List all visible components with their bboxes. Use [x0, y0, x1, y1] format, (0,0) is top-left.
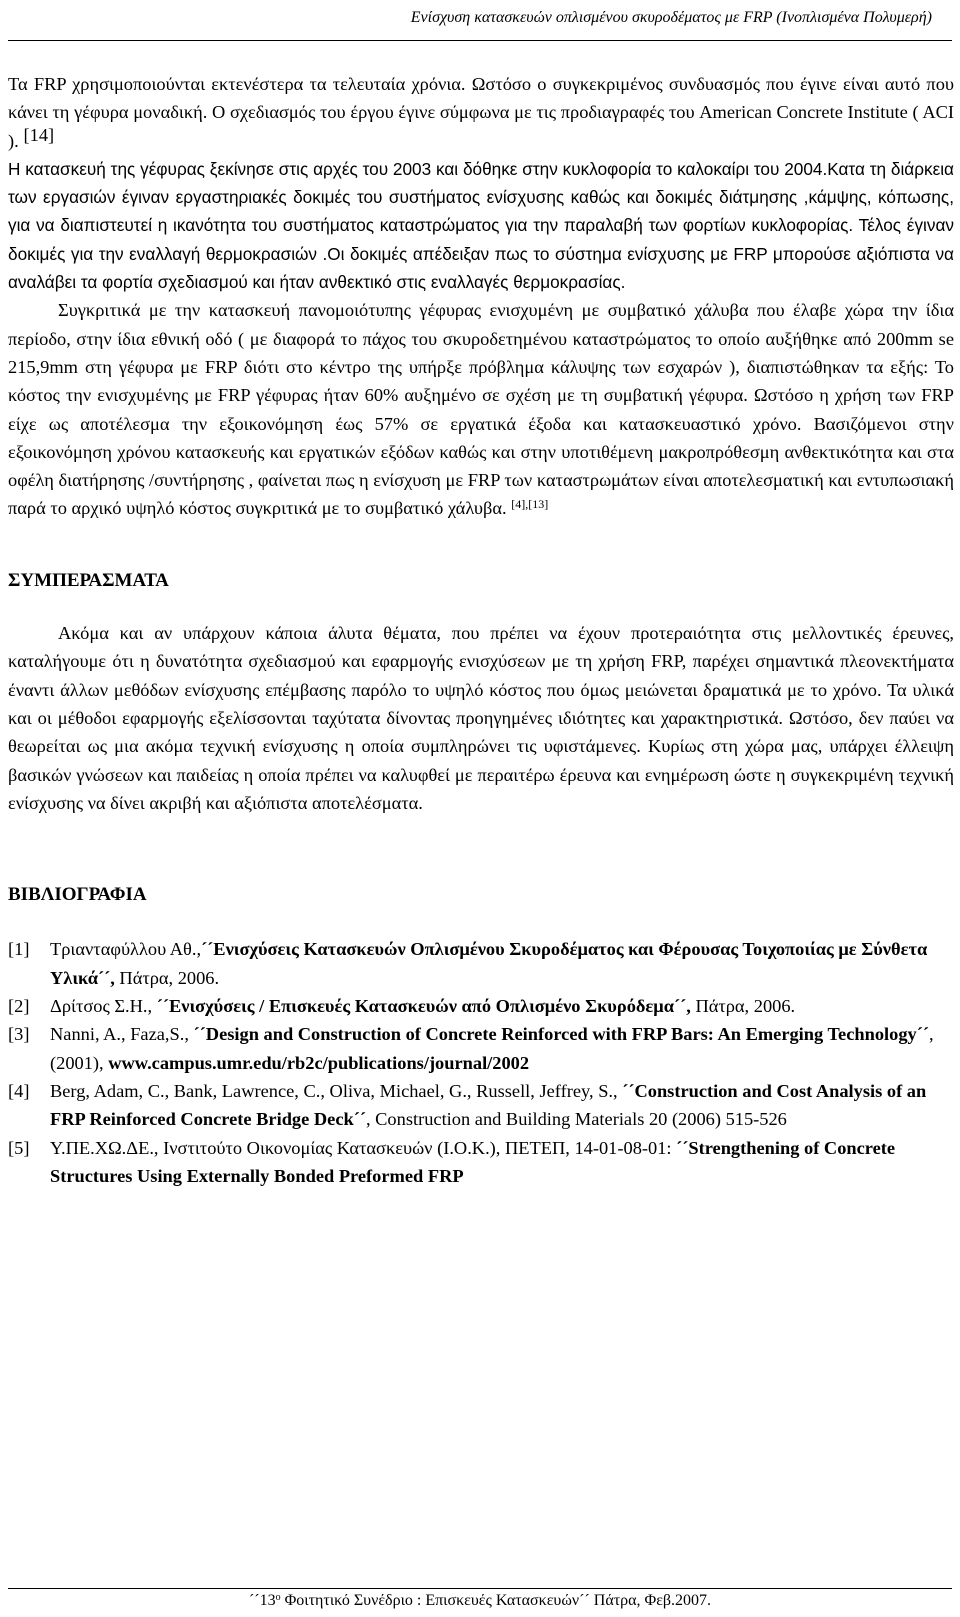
footer-text: Φοιτητικό Συνέδριο : Επισκευές Κατασκευών´´ Πάτρα, Φεβ.2007.	[280, 1592, 712, 1609]
reference-number: [5]	[8, 1137, 30, 1158]
reference-number: [3]	[8, 1024, 30, 1045]
running-header	[0, 6, 932, 30]
footer-rule	[8, 1588, 952, 1589]
reference-title: ´´Ενισχύσεις / Επισκευές Κατασκευών από Οπλισμένο Σκυρόδεμα´´,	[156, 996, 691, 1017]
reference-title: ´´Design and Construction of Concrete Reinforced with FRP Bars: An Emerging Technology´´	[193, 1024, 929, 1045]
reference-title: ´´Ενισχύσεις Κατασκευών Οπλισμένου Σκυροδέματος και Φέρουσας Τοιχοποιίας με Σύνθετα Υλικά´´,	[50, 939, 928, 988]
reference-number: [4]	[8, 1080, 30, 1101]
reference-list	[8, 935, 954, 1190]
header-rule	[8, 40, 952, 41]
reference-number: [1]	[8, 939, 30, 960]
reference-item	[8, 992, 954, 1020]
paragraph-text: Τα FRP χρησιμοποιούνται εκτενέστερα τα τελευταία χρόνια. Ωστόσο ο συγκεκριμένος συνδυασμός που έγινε είναι αυτό που κάνει τη γέφυρα μοναδική. Ο σχεδιασμός του έργου έγινε σύμφωνα με τις προδιαγραφές του American Concrete Institute ( ACI ).	[8, 74, 954, 151]
reference-url: www.campus.umr.edu/rb2c/publications/journal/2002	[108, 1052, 530, 1073]
reference-authors: Δρίτσος Σ.Η.,	[50, 996, 157, 1017]
reference-title: ´´Construction and Cost Analysis of an FRP Reinforced Concrete Bridge Deck´´	[50, 1080, 927, 1130]
conclusions-paragraph: Ακόμα και αν υπάρχουν κάποια άλυτα θέματα, που πρέπει να έχουν προτεραιότητα στις μελλοντικές έρευνες, καταλήγουμε ότι η δυνατότητα σχεδιασμού και εφαρμογής ενισχύσεων με τη χρήση FRP, παρέχει σημαντικά πλεονεκτήματα έναντι άλλων μεθόδων ενίσχυσης επέμβασης παρόλο το υψηλό κόστος που όμως μειώνεται δραματικά με το χρόνο. Τα υλικά και οι μέθοδοι εφαρμογής εξελίσσονται ταχύτατα δίνοντας προηγημένες ιδιότητες και χαρακτηριστικά. Ωστόσο, δεν παύει να θεωρείται ως μια ακόμα τεχνική ενίσχυσης η οποία συμπληρώνει τις υφιστάμενες. Κυρίως στη χώρα μας, υπάρχει έλλειψη βασικών γνώσεων και παιδείας η οποία πρέπει να καλυφθεί με περαιτέρω έρευνα και ενημέρωση ώστε η συγκεκριμένη τεχνική ενίσχυσης να δίνει ακριβή και αξιόπιστα αποτελέσματα.	[8, 623, 954, 813]
footer-prefix: ´´13	[248, 1592, 276, 1609]
footer-ordinal: ο	[275, 1592, 281, 1603]
reference-authors: Τριανταφύλλου Αθ.,	[50, 939, 202, 960]
paragraph-text: Συγκριτικά με την κατασκευή πανομοιότυπης γέφυρας ενισχυμένη με συμβατικό χάλυβα που έλαβε χώρα την ίδια περίοδο, στην ίδια εθνική οδό ( με διαφορά το πάχος του σκυροδετημένου καταστρώματος το οποίο αυξήθηκε από 200mm se 215,9mm στη γέφυρα με FRP διότι στο κέντρο της υπήρξε πρόβλημα κάλυψης των εσχαρών ), διαπιστώθηκαν τα εξής: Το κόστος την ενισχυμένης με FRP γέφυρας ήταν 60% αυξημένο σε σχέση με τη συμβατική γέφυρα. Ωστόσο η χρήση των FRP είχε ως αποτέλεσμα την εξοικονόμηση έως 57% σε εργατικά έξοδα και κατασκευαστικό χρόνο. Βασιζόμενοι στην εξοικονόμηση χρόνου κατασκευής και εργατικών εξόδων καθώς και στην υποτιθέμενη μακροπρόθεσμη ανθεκτικότητα και στα οφέλη διατήρησης /συντήρησης , φαίνεται πως η ενίσχυση με FRP των καταστρωμάτων είναι αποτελεσματική και εντυπωσιακή παρά το αρχικό υψηλό κόστος συγκριτικά με το συμβατικό χάλυβα.	[8, 300, 954, 519]
reference-item	[8, 1077, 954, 1134]
bibliography-heading: ΒΙΒΛΙΟΓΡΑΦΙΑ	[8, 884, 147, 906]
reference-title: ´´Strengthening of Concrete Structures Using Externally Bonded Preformed FRP	[50, 1137, 896, 1186]
reference-details: , (2001),	[50, 1024, 934, 1073]
reference-details: Πάτρα, 2006.	[690, 996, 796, 1017]
reference-details: Πάτρα, 2006.	[114, 967, 220, 988]
reference-authors: Nanni, A., Faza,S.,	[50, 1024, 194, 1045]
reference-item	[8, 935, 954, 992]
reference-item	[8, 1020, 954, 1077]
running-title: Ενίσχυση κατασκευών οπλισμένου σκυροδέματος με FRP (Ινοπλισμένα Πολυμερή)	[410, 9, 932, 26]
citation: [4],[13]	[511, 497, 549, 512]
paragraph-cost-comparison	[8, 296, 954, 522]
reference-authors: Berg, Adam, C., Bank, Lawrence, C., Oliva, Michael, G., Russell, Jeffrey, S.,	[50, 1080, 623, 1101]
conclusions-heading: ΣΥΜΠΕΡΑΣΜΑΤΑ	[8, 569, 169, 591]
page-content	[8, 70, 954, 1190]
paragraph-text: Η κατασκευή της γέφυρας ξεκίνησε στις αρχές του 2003 και δόθηκε στην κυκλοφορία το καλοκαίρι του 2004.Κατα τη διάρκεια των εργασιών έγιναν εργαστηριακές δοκιμές του συστήματος ενίσχυσης καθώς και δοκιμές διάτμησης ,κάμψης, κόπωσης, για να διαπιστευτεί η ικανότητα του συστήματος καταστρώματος για την παραλαβή των φορτίων κυκλοφορίας. Τέλος έγιναν δοκιμές για την εναλλαγή θερμοκρασιών .Οι δοκιμές απέδειξαν πως το σύστημα ενίσχυσης με FRP μπορούσε αξιόπιστα να αναλάβει τα φορτία σχεδιασμού και ήταν ανθεκτικό στις εναλλαγές θερμοκρασίας.	[8, 158, 954, 293]
reference-number: [2]	[8, 996, 30, 1017]
paragraph-bridge-description	[8, 70, 954, 296]
page-footer	[0, 1590, 960, 1612]
citation: [14]	[23, 124, 55, 145]
reference-authors: Υ.ΠΕ.ΧΩ.ΔΕ., Ινστιτούτο Οικονομίας Κατασκευών (Ι.Ο.Κ.), ΠΕΤΕΠ, 14-01-08-01:	[50, 1137, 677, 1158]
reference-item	[8, 1134, 954, 1191]
reference-details: , Construction and Building Materials 20 (2006) 515-526	[365, 1109, 787, 1130]
